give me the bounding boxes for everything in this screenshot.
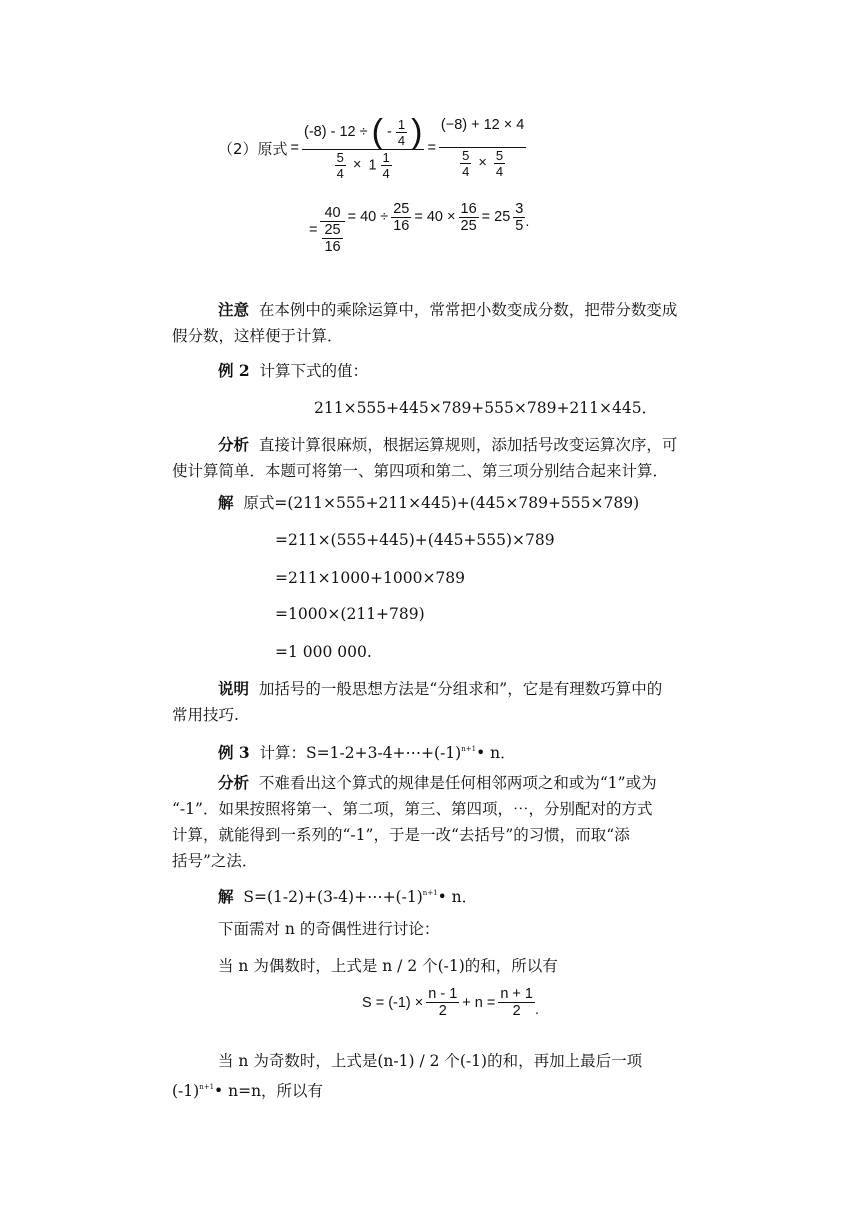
solution-label: 解 bbox=[218, 887, 234, 906]
example-3-solution: 解 $S=(1-2)+(3-4)+\cdots+(-1)^{n+1}•$ n． bbox=[218, 887, 478, 906]
fraction-1: (-8) - 12 ÷ ( - $\frac{1}{4}$ ) $\frac{5}{4}$ × 1 $\frac{1}{4}$ bbox=[304, 113, 423, 181]
part2-formula-row1: （2）原式 = (-8) - 12 ÷ ( - $\frac{1}{4}$ ) $\frac{5}{4}$ × 1 $\frac{1}{4}$ = (−8) + 12 × 4 $\frac{5}{4}$ × $\frac{5}{4}$ bbox=[218, 113, 525, 181]
analysis-label: 分析 bbox=[218, 773, 250, 792]
example-3-heading: 例 3 计算：$S=1-2+3-4+\cdots+(-1)^{n+1}•$ n． bbox=[218, 743, 516, 762]
solution-step-2: =211×(555+445)+(445+555)×789 bbox=[275, 531, 555, 549]
remark-label: 说明 bbox=[218, 679, 250, 698]
solution-step-3: =211×1000+1000×789 bbox=[275, 569, 466, 587]
remark-paragraph: 说明 加括号的一般思想方法是“分组求和”，它是有理数巧算中的 常用技巧. bbox=[172, 679, 663, 724]
analysis-label: 分析 bbox=[218, 435, 250, 454]
example-3-analysis: 分析 不难看出这个算式的规律是任何相邻两项之和或为“1”或为 “-1”．如果按照将第一、第二项，第三、第四项，⋯，分别配对的方式 计算，就能得到一系列的“-1”，于是一改“去括号”的习惯，而取“添 括号”之法． bbox=[172, 773, 657, 870]
even-case-formula: S = (-1) × $\frac{n - 1}{2}$ + n = $\frac{n + 1}{2}$ . bbox=[362, 986, 540, 1019]
fraction-2: (−8) + 12 × 4 $\frac{5}{4}$ × $\frac{5}{4}$ bbox=[440, 117, 525, 179]
example-3-label: 例 3 bbox=[218, 743, 250, 762]
equals-sign: = bbox=[290, 140, 300, 156]
part2-label: （2）原式 bbox=[218, 139, 288, 158]
parity-discussion: 下面需对 n 的奇偶性进行讨论： bbox=[218, 920, 440, 938]
solution-step-5: =1 000 000. bbox=[275, 643, 372, 661]
note-paragraph: 注意 在本例中的乘除运算中，常常把小数变成分数，把带分数变成 假分数，这样便于计算． bbox=[172, 300, 678, 345]
compound-fraction: $\frac{40}{\frac{25}{16}}$ bbox=[320, 205, 344, 255]
example-2-label: 例 2 bbox=[218, 361, 250, 380]
example-2-heading: 例 2 计算下式的值： bbox=[218, 361, 369, 380]
note-label: 注意 bbox=[218, 300, 250, 319]
fraction-1-numerator-text: (-8) - 12 ÷ bbox=[304, 123, 368, 140]
even-case-text: 当 n 为偶数时，上式是 n / 2 个(-1)的和，所以有 bbox=[218, 957, 558, 975]
example-2-expression: 211×555+445×789+555×789+211×445． bbox=[314, 399, 658, 417]
example-2-solution: 解 原式=(211×555+211×445)+(445×789+555×789) bbox=[218, 493, 640, 512]
inner-fraction: $\frac{1}{4}$ bbox=[397, 116, 406, 148]
solution-step-4: =1000×(211+789) bbox=[275, 605, 425, 623]
odd-case-text-line2: $(-1)^{n+1}•$ n=n，所以有 bbox=[172, 1082, 324, 1100]
part2-formula-row2: = $\frac{40}{\frac{25}{16}}$ = 40 ÷ $\frac{25}{16}$ = 40 × $\frac{16}{25}$ = 25 $\frac{3}{5}$ . bbox=[309, 200, 530, 255]
solution-label: 解 bbox=[218, 493, 234, 512]
odd-case-text: 当 n 为奇数时，上式是(n-1) / 2 个(-1)的和，再加上最后一项 bbox=[218, 1052, 643, 1070]
example-2-analysis: 分析 直接计算很麻烦，根据运算规则，添加括号改变运算次序，可 使计算简单．本题可将第一、第四项和第二、第三项分别结合起来计算． bbox=[172, 435, 678, 480]
